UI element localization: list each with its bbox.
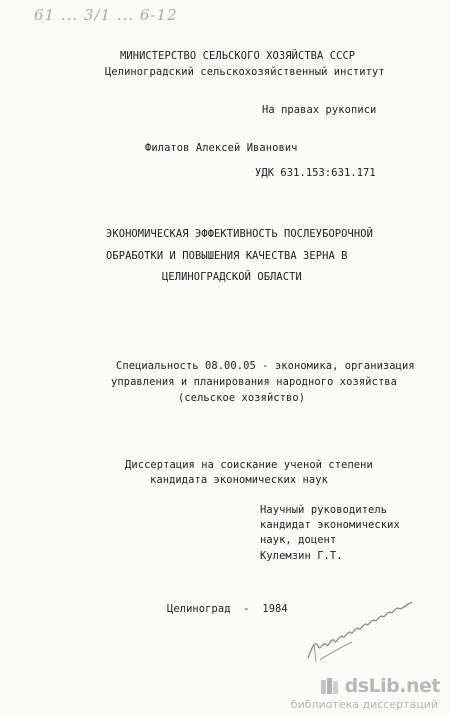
thesis-title-line: ЭКОНОМИЧЕСКАЯ ЭФФЕКТИВНОСТЬ ПОСЛЕУБОРОЧНОЙ [106, 228, 373, 240]
author-name: Филатов Алексей Иванович [145, 142, 298, 154]
dslib-watermark [290, 675, 440, 714]
manuscript-rights: На правах рукописи [262, 104, 377, 116]
book-stack-icon [320, 677, 342, 695]
ministry-heading: МИНИСТЕРСТВО СЕЛЬСКОГО ХОЗЯЙСТВА СССР [120, 50, 356, 62]
specialty-line: Специальность 08.00.05 - экономика, организация [116, 360, 415, 372]
dissertation-line: кандидата экономических наук [150, 474, 328, 486]
thesis-title-line: ОБРАБОТКИ И ПОВЫШЕНИЯ КАЧЕСТВА ЗЕРНА В [106, 250, 348, 262]
dissertation-line: Диссертация на соискание ученой степени [125, 459, 373, 471]
handwritten-archive-note: 61 ... 3/1 ... 6-12 [34, 6, 178, 24]
watermark-subtitle: библиотека диссертаций [290, 698, 438, 711]
specialty-line: (сельское хозяйство) [178, 392, 306, 404]
watermark-logo-text: dsLib.net [344, 675, 440, 697]
supervisor-line: Научный руководитель [260, 504, 388, 516]
specialty-line: управления и планирования народного хозяйства [111, 376, 398, 388]
supervisor-line: наук, доцент [260, 534, 337, 546]
handwritten-signature [300, 596, 420, 666]
institute-name: Целиноградский сельскохозяйственный институт [105, 66, 385, 78]
thesis-title-line: ЦЕЛИНОГРАДСКОЙ ОБЛАСТИ [162, 271, 302, 283]
city-year: Целиноград - 1984 [167, 603, 288, 615]
udc-code: УДК 631.153:631.171 [255, 167, 376, 179]
supervisor-line: кандидат экономических [260, 519, 400, 531]
supervisor-line: Кулемзин Г.Т. [260, 550, 343, 562]
